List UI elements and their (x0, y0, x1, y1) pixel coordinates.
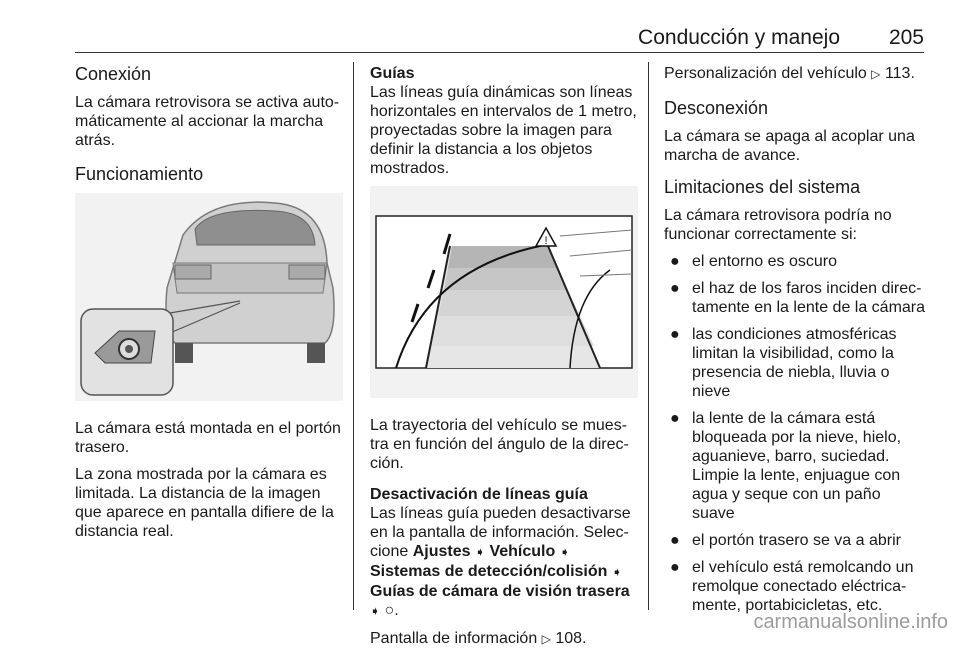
column-divider-1 (353, 62, 354, 610)
column-1 (75, 64, 343, 549)
header-rule (75, 52, 924, 53)
info-ref-page: 108. (555, 630, 587, 647)
triangle-right-icon: ▷ (871, 67, 881, 81)
paragraph-mounted: La cámara está montada en el portón trasero. (75, 420, 341, 456)
bullet-icon: ● (670, 559, 680, 576)
heading-disconnect: Desconexión (664, 98, 769, 118)
car-rear-camera-illustration (75, 193, 343, 401)
heading-operation: Funcionamiento (75, 164, 204, 184)
paragraph-trajectory: La trayectoria del vehículo se muestra en función del ángulo de la dirección. (370, 417, 629, 472)
list-item: ● el haz de los faros inciden directamente en la lente de la cámara (670, 280, 926, 316)
column-divider-2 (648, 62, 649, 610)
menu-end: . (394, 602, 399, 619)
watermark: carmanualsonline.info (753, 611, 948, 633)
paragraph-guides: Las líneas guía dinámicas son líneas horizontales en intervalos de 1 metro, proyectadas sobre la imagen para definir la distancia a los objetos mostrados. (370, 84, 637, 177)
menu-sistemas: Sistemas de detección/colisión (370, 563, 608, 580)
power-ring-icon: ○ (384, 602, 395, 619)
column-2 (370, 64, 638, 657)
menu-vehiculo: Vehículo (489, 543, 556, 560)
list-item: ● el entorno es oscuro (670, 253, 837, 270)
personal-ref-text: Personalización del vehículo (664, 65, 867, 82)
paragraph-info-ref (370, 629, 638, 649)
page-number: 205 (888, 26, 924, 49)
list-item: ● las condiciones atmosféricas limitan la visibilidad, como la presencia de niebla, lluvia o nieve (670, 326, 897, 400)
menu-ajustes: Ajustes (412, 543, 471, 560)
bullet-icon: ● (670, 253, 680, 270)
arrow-right-icon: ➧ (559, 545, 570, 559)
heading-limits: Limitaciones del sistema (664, 177, 861, 197)
arrow-right-icon: ➧ (474, 545, 486, 559)
camera-guideline-illustration (370, 186, 638, 398)
bullet-icon: ● (670, 326, 680, 343)
bullet-icon: ● (670, 280, 680, 297)
list-item: ● la lente de la cámara está bloqueada por la nieve, hielo, aguanieve, barro, suciedad. Limpie la lente, enjuague con agua y seque con un paño suave (670, 410, 902, 522)
arrow-right-icon: ➧ (370, 604, 381, 618)
heading-connection: Conexión (75, 64, 152, 84)
info-ref-text: Pantalla de información (370, 630, 538, 647)
bullet-icon: ● (670, 410, 680, 427)
column-3 (664, 64, 926, 623)
heading-guides: Guías (370, 65, 415, 82)
paragraph-personal-ref (664, 64, 926, 84)
list-item: ● el vehículo está remolcando un remolque conectado eléctricamente, portabicicletas, etc. (670, 559, 914, 614)
arrow-right-icon: ➧ (611, 565, 622, 579)
deactivate-text: Las líneas guía pueden desactivarse en la pantalla de información. Seleccione (370, 505, 631, 560)
svg-text:!: ! (544, 235, 548, 247)
paragraph-area: La zona mostrada por la cámara es limitada. La distancia de la imagen que aparece en pantalla difiere de la distancia real. (75, 466, 334, 540)
bullet-icon: ● (670, 532, 680, 549)
menu-guias-camara: Guías de cámara de visión trasera (370, 583, 630, 600)
personal-ref-page: 113. (884, 65, 915, 82)
paragraph-limits-intro: La cámara retrovisora podría no funcionar correctamente si: (664, 207, 892, 243)
paragraph-disconnect: La cámara se apaga al acoplar una marcha de avance. (664, 128, 915, 164)
triangle-right-icon: ▷ (541, 632, 551, 646)
paragraph-connection: La cámara retrovisora se activa automáticamente al accionar la marcha atrás. (75, 94, 340, 149)
list-item: ● el portón trasero se va a abrir (670, 532, 901, 549)
paragraph-deactivate (370, 504, 638, 621)
header-title: Conducción y manejo (638, 26, 840, 49)
heading-deactivate: Desactivación de líneas guía (370, 486, 588, 503)
limitations-list (664, 252, 926, 615)
